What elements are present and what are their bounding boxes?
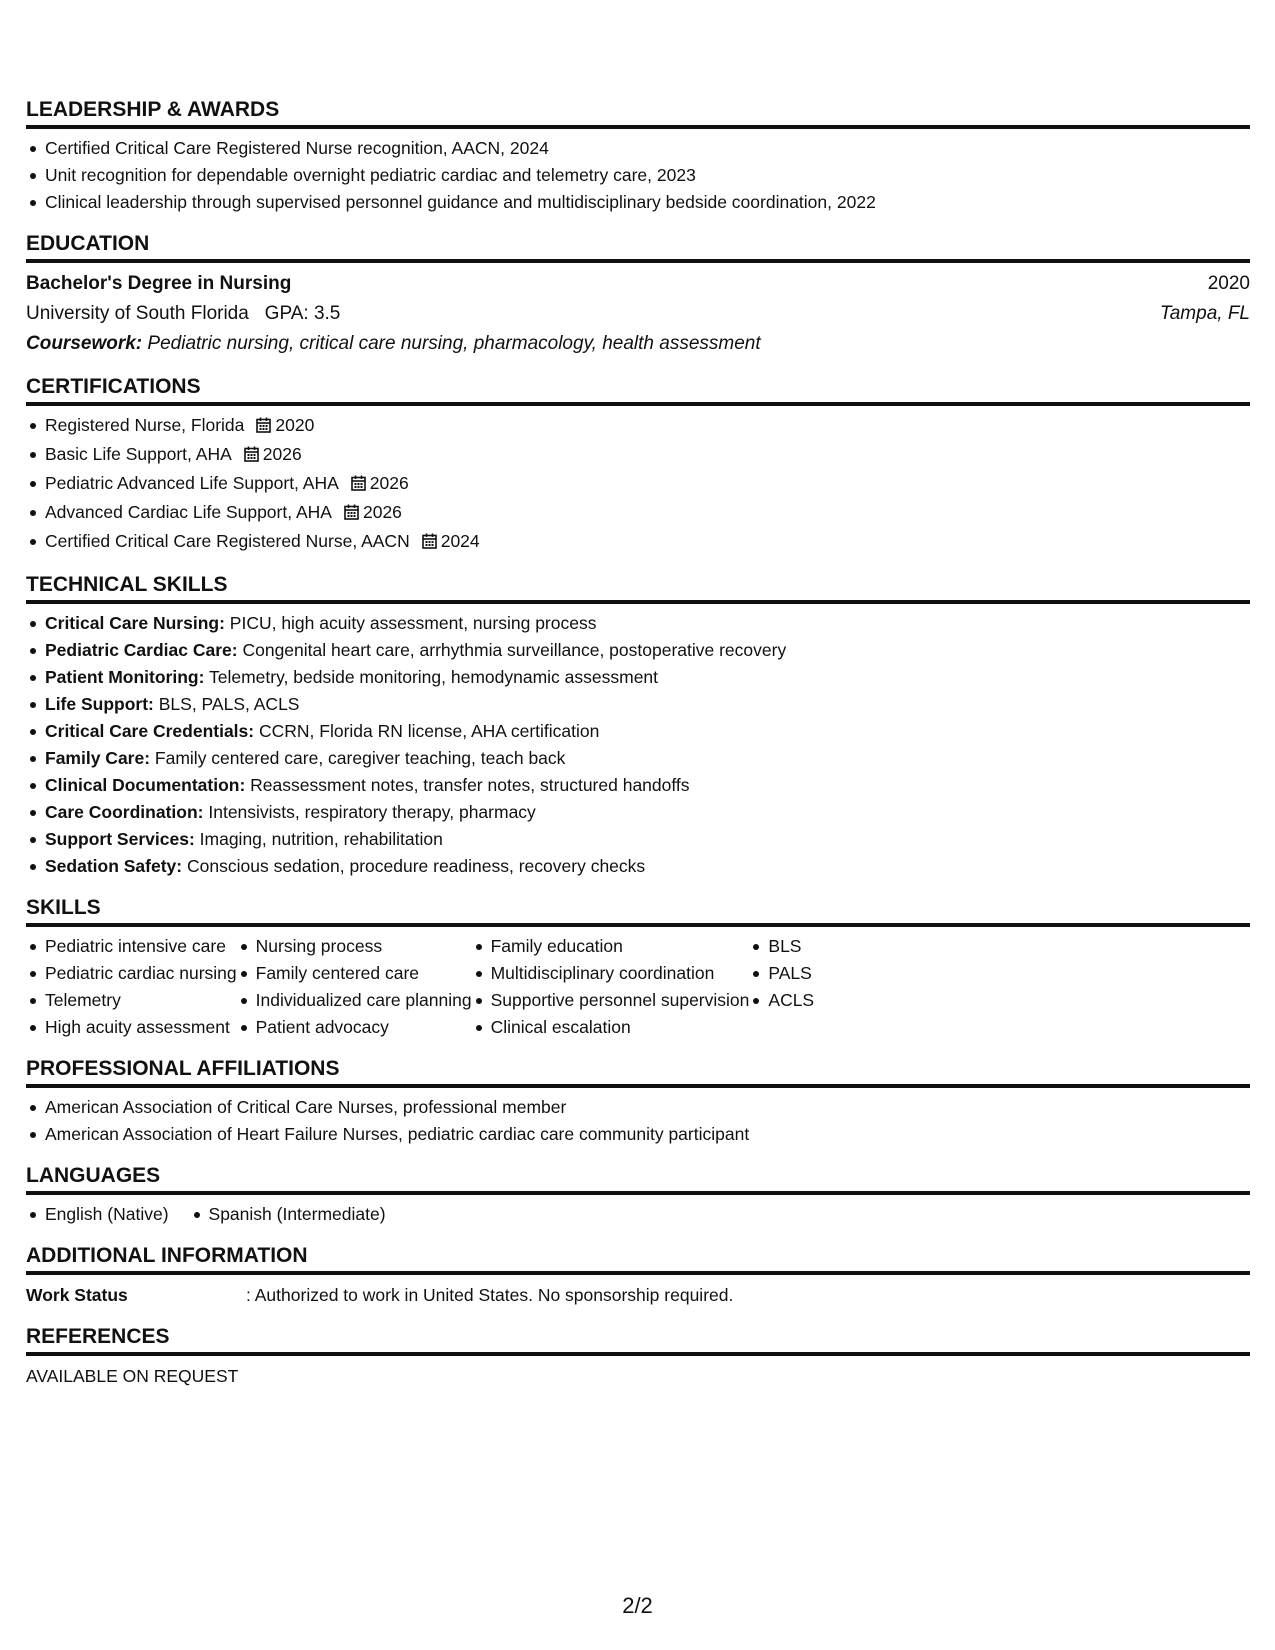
cert-name: Registered Nurse, Florida [45,415,245,435]
skill-value: Imaging, nutrition, rehabilitation [199,829,443,849]
list-item [45,412,1250,441]
list-item: Spanish (Intermediate) [209,1201,386,1228]
list-item: High acuity assessment [45,1014,237,1041]
list-item: Pediatric cardiac nursing [45,960,237,987]
list-item [45,772,1250,799]
cert-year: 2026 [362,502,402,522]
list-item: Clinical leadership through supervised personnel guidance and multidisciplinary bedside coordination, 2022 [45,189,1250,216]
skills-column [472,933,750,1041]
section-education [26,224,1250,359]
list-item: Telemetry [45,987,237,1014]
list-item: English (Native) [45,1201,169,1228]
resume-page [26,90,1250,1398]
list-item [45,528,1250,557]
list-item [45,470,1250,499]
section-title-languages: LANGUAGES [26,1156,1250,1195]
calendar-icon [256,414,271,441]
section-references [26,1317,1250,1390]
section-title-certifications: CERTIFICATIONS [26,367,1250,406]
section-additional [26,1236,1250,1309]
skill-label: Pediatric Cardiac Care: [45,640,238,660]
certifications-list [26,412,1250,557]
cert-name: Certified Critical Care Registered Nurse, AACN [45,531,410,551]
coursework-label: Coursework: [26,333,143,354]
list-item [45,664,1250,691]
skills-column [237,933,472,1041]
education-degree: Bachelor's Degree in Nursing [26,273,292,294]
additional-row [26,1281,1250,1309]
list-item: PALS [768,960,814,987]
education-gpa: GPA: 3.5 [264,303,341,324]
calendar-icon [422,530,437,557]
calendar-icon [244,443,259,470]
skills-column [749,933,814,1041]
list-item: BLS [768,933,814,960]
skill-label: Family Care: [45,748,151,768]
section-technical-skills [26,565,1250,880]
education-coursework [26,329,1250,359]
skills-column [26,933,237,1041]
skill-value: PICU, high acuity assessment, nursing process [229,613,597,633]
cert-name: Advanced Cardiac Life Support, AHA [45,502,332,522]
skill-value: Conscious sedation, procedure readiness, recovery checks [187,856,646,876]
list-item [45,745,1250,772]
affiliations-list [26,1094,1250,1148]
education-school: University of South Florida [26,303,249,324]
skill-value: CCRN, Florida RN license, AHA certification [258,721,600,741]
section-title-additional: ADDITIONAL INFORMATION [26,1236,1250,1275]
skill-label: Sedation Safety: [45,856,183,876]
list-item: Clinical escalation [491,1014,750,1041]
cert-year: 2026 [369,473,409,493]
skills-grid [26,933,1250,1041]
languages-list [26,1201,1250,1228]
list-item: Multidisciplinary coordination [491,960,750,987]
skill-value: Family centered care, caregiver teaching, teach back [154,748,566,768]
work-status-label: Work Status [26,1285,128,1305]
section-leadership [26,90,1250,216]
calendar-icon [344,501,359,528]
section-title-education: EDUCATION [26,224,1250,263]
cert-name: Pediatric Advanced Life Support, AHA [45,473,339,493]
list-item: Certified Critical Care Registered Nurse recognition, AACN, 2024 [45,135,1250,162]
education-school-line [26,299,340,329]
section-title-leadership: LEADERSHIP & AWARDS [26,90,1250,129]
education-location: Tampa, FL [1159,303,1250,324]
cert-year: 2024 [440,531,480,551]
section-languages [26,1156,1250,1228]
skill-label: Care Coordination: [45,802,204,822]
list-item: Individualized care planning [256,987,472,1014]
skill-label: Critical Care Nursing: [45,613,225,633]
list-item: Patient advocacy [256,1014,472,1041]
coursework-value: Pediatric nursing, critical care nursing, pharmacology, health assessment [147,333,761,354]
skill-label: Support Services: [45,829,195,849]
section-affiliations [26,1049,1250,1148]
cert-year: 2026 [262,444,302,464]
cert-year: 2020 [275,415,315,435]
list-item [45,499,1250,528]
cert-name: Basic Life Support, AHA [45,444,232,464]
list-item [45,610,1250,637]
list-item: Nursing process [256,933,472,960]
list-item: Family education [491,933,750,960]
list-item: Family centered care [256,960,472,987]
skill-value: Reassessment notes, transfer notes, structured handoffs [250,775,690,795]
skill-label: Clinical Documentation: [45,775,246,795]
section-title-references: REFERENCES [26,1317,1250,1356]
education-year: 2020 [1207,273,1250,294]
education-row-degree [26,269,1250,299]
list-item: American Association of Critical Care Nurses, professional member [45,1094,1250,1121]
list-item: Pediatric intensive care [45,933,237,960]
leadership-list [26,135,1250,216]
work-status-value: : Authorized to work in United States. No sponsorship required. [246,1285,734,1305]
section-title-technical-skills: TECHNICAL SKILLS [26,565,1250,604]
skill-label: Critical Care Credentials: [45,721,255,741]
list-item: ACLS [768,987,814,1014]
skill-value: Intensivists, respiratory therapy, pharmacy [208,802,536,822]
list-item: American Association of Heart Failure Nurses, pediatric cardiac care community participant [45,1121,1250,1148]
skill-label: Patient Monitoring: [45,667,205,687]
section-title-skills: SKILLS [26,888,1250,927]
list-item [45,637,1250,664]
page-number: 2/2 [622,1593,653,1618]
section-skills [26,888,1250,1041]
list-item [45,853,1250,880]
technical-skills-list [26,610,1250,880]
list-item [45,799,1250,826]
list-item: Supportive personnel supervision [491,987,750,1014]
list-item [45,826,1250,853]
list-item [45,441,1250,470]
education-row-school [26,299,1250,329]
references-text: AVAILABLE ON REQUEST [26,1366,239,1386]
skill-label: Life Support: [45,694,154,714]
skill-value: BLS, PALS, ACLS [158,694,300,714]
section-certifications [26,367,1250,557]
skill-value: Telemetry, bedside monitoring, hemodynamic assessment [208,667,659,687]
calendar-icon [351,472,366,499]
section-title-affiliations: PROFESSIONAL AFFILIATIONS [26,1049,1250,1088]
list-item [45,691,1250,718]
list-item: Unit recognition for dependable overnight pediatric cardiac and telemetry care, 2023 [45,162,1250,189]
skill-value: Congenital heart care, arrhythmia surveillance, postoperative recovery [242,640,787,660]
list-item [45,718,1250,745]
